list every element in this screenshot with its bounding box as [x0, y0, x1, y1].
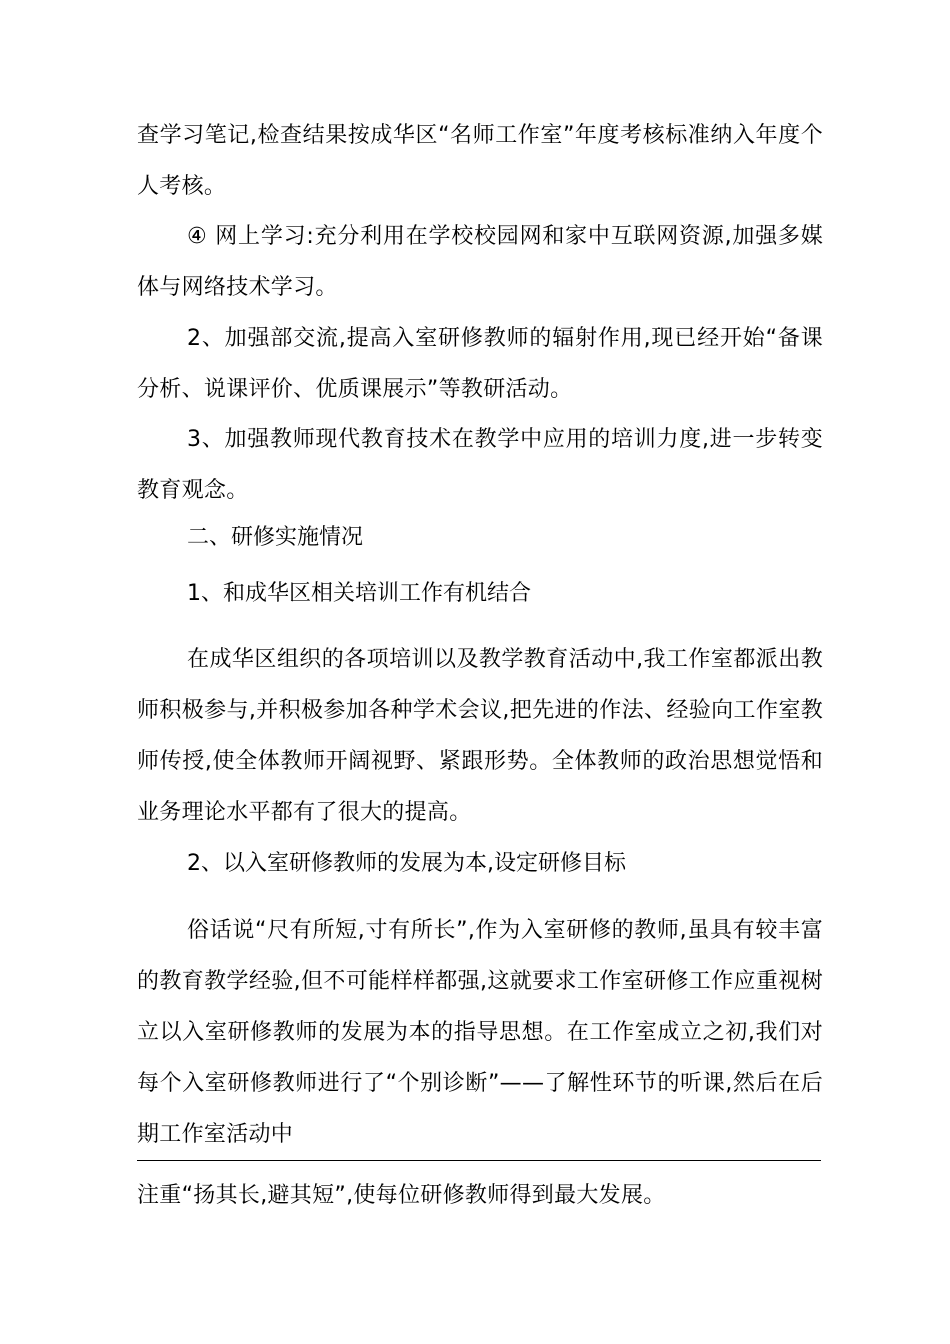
paragraph-online-learning: ④ 网上学习:充分利用在学校校园网和家中互联网资源,加强多媒体与网络技术学习。	[137, 224, 823, 300]
section-heading-implementation: 二、研修实施情况	[187, 525, 364, 550]
paragraph-study-notes: 查学习笔记,检查结果按成华区“名师工作室”年度考核标准纳入年度个人考核。	[137, 123, 823, 199]
paragraph-diagnosis: 俗话说“尺有所短,寸有所长”,作为入室研修的教师,虽具有较丰富的教育教学经验,但不可能样样都强,这就要求工作室研修工作应重视树立以入室研修教师的发展为本的指导思想。在工作室成立之初,我们对每个入室研修教师进行了“个别诊断”——了解性环节的听课,然后在后期工作室活动中	[137, 918, 823, 1147]
paragraph-exchange: 2、加强部交流,提高入室研修教师的辐射作用,现已经开始“备课分析、说课评价、优质课展示”等教研活动。	[137, 326, 823, 402]
subheading-development-goals: 2、以入室研修教师的发展为本,设定研修目标	[187, 851, 626, 876]
subheading-training-combination: 1、和成华区相关培训工作有机结合	[187, 581, 531, 606]
paragraph-tech-training: 3、加强教师现代教育技术在教学中应用的培训力度,进一步转变教育观念。	[137, 427, 823, 503]
paragraph-training-activities: 在成华区组织的各项培训以及教学教育活动中,我工作室都派出教师积极参与,并积极参加各种学术会议,把先进的作法、经验向工作室教师传授,使全体教师开阔视野、紧跟形势。全体教师的政治思想觉悟和业务理论水平都有了很大的提高。	[137, 647, 823, 825]
page-divider	[137, 1160, 821, 1161]
paragraph-strengths: 注重“扬其长,避其短”,使每位研修教师得到最大发展。	[137, 1183, 666, 1208]
